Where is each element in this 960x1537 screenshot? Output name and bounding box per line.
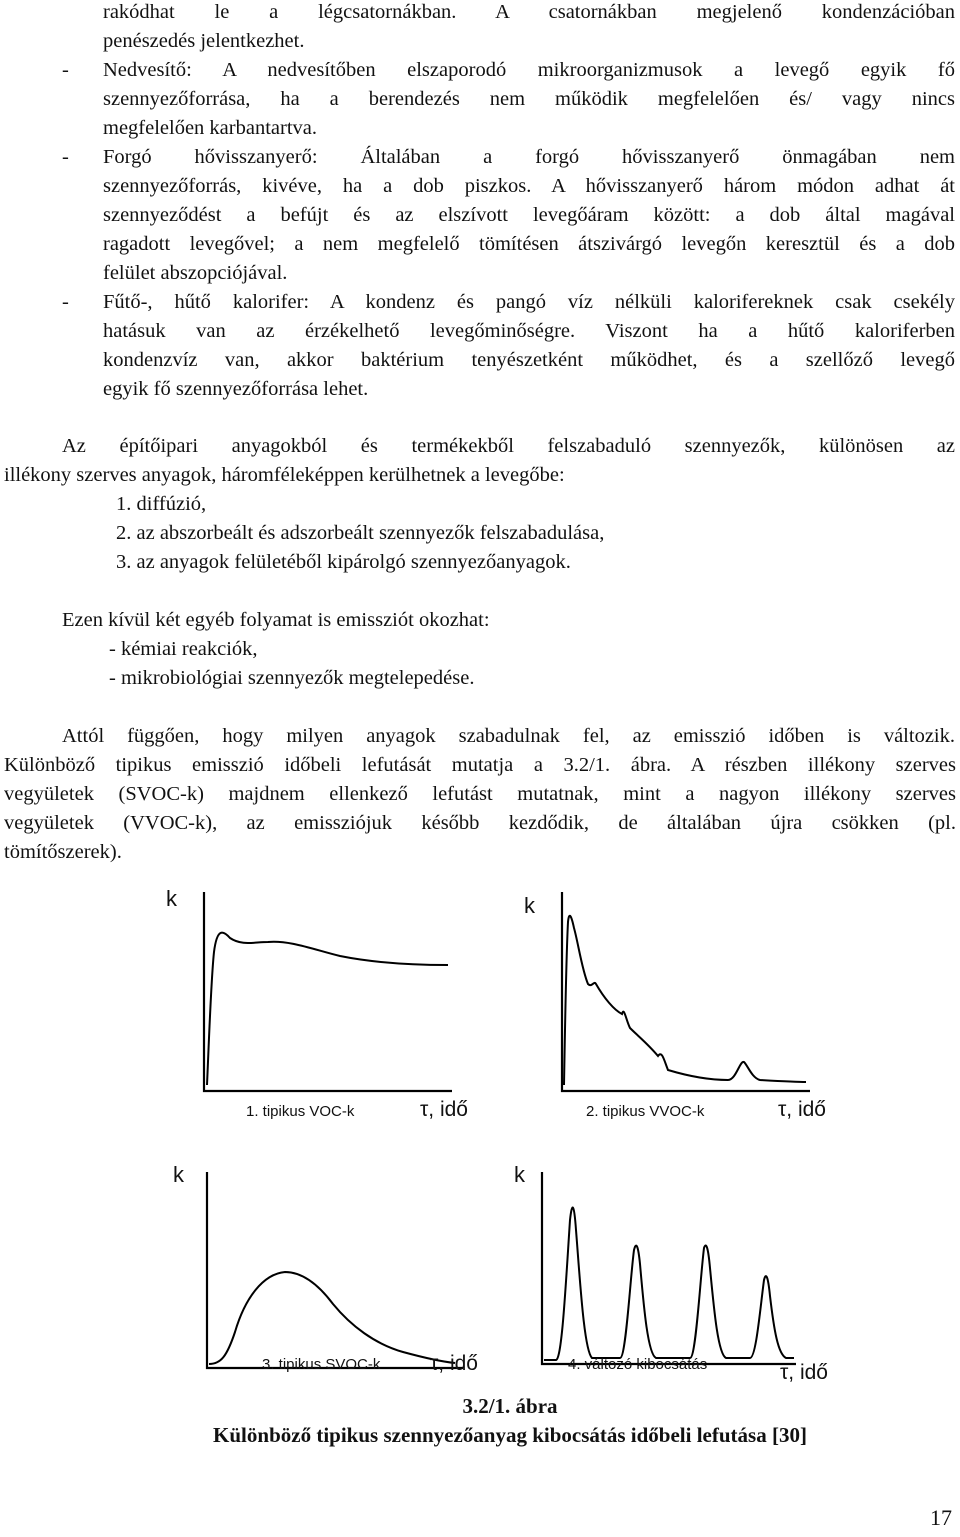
y-axis-label: k — [514, 1162, 525, 1187]
panel-caption: 1. tipikus VOC-k — [246, 1103, 355, 1120]
text-line: tömítőszerek). — [4, 841, 122, 863]
text-line: vegyületek (VVOC-k), az emissziójuk később kezdődik, de általában újra csökken (pl. — [4, 812, 956, 834]
text-line: hatásuk van az érzékelhető levegőminőségre. Viszont ha a hűtő kaloriferben — [103, 320, 955, 342]
text-line: Nedvesítő: A nedvesítőben elszaporodó mikroorganizmusok a levegő egyik fő — [103, 59, 955, 81]
text-line: szennyeződést a befújt és az elszívott levegőáram között: a dob által magával — [103, 204, 955, 226]
list-item: 1. diffúzió, — [116, 493, 207, 515]
text-line: egyik fő szennyezőforrása lehet. — [103, 378, 369, 400]
text-line: Forgó hővisszanyerő: Általában a forgó hővisszanyerő önmagában nem — [103, 146, 955, 168]
list-item: 2. az abszorbeált és adszorbeált szennyezők felszabadulása, — [116, 522, 605, 544]
figure-number: 3.2/1. ábra — [462, 1394, 558, 1418]
page-number: 17 — [930, 1505, 952, 1530]
y-axis-label: k — [173, 1162, 184, 1187]
text-line: kondenzvíz van, akkor baktérium tenyészetként működhet, és a szellőző levegő — [103, 349, 955, 371]
x-axis-label: τ, idő — [780, 1361, 828, 1384]
panel-caption: 3. tipikus SVOC-k — [262, 1356, 381, 1373]
text-line: felület abszopciójával. — [103, 262, 288, 284]
x-axis-label: τ, idő — [420, 1098, 468, 1121]
list-item: - mikrobiológiai szennyezők megtelepedése. — [109, 667, 475, 689]
text-line: Különböző tipikus emisszió időbeli lefutását mutatja a 3.2/1. ábra. A részben illékony szerves — [4, 754, 956, 776]
text-line: penészedés jelentkezhet. — [103, 30, 305, 52]
text-line: vegyületek (SVOC-k) majdnem ellenkező lefutást mutatnak, mint a nagyon illékony szerves — [4, 783, 956, 805]
panel-caption: 2. tipikus VVOC-k — [586, 1103, 705, 1120]
text-line: megfelelően karbantartva. — [103, 117, 317, 139]
bullet-dash: - — [62, 291, 69, 313]
chart-voc — [190, 880, 490, 1110]
text-line: illékony szerves anyagok, háromféleképpen kerülhetnek a levegőbe: — [4, 464, 565, 486]
list-item: 3. az anyagok felületéből kipárolgó szennyezőanyagok. — [116, 551, 571, 573]
text-line: Fűtő-, hűtő kalorifer: A kondenz és pangó víz nélküli kalorifereknek csak csekély — [103, 291, 955, 313]
text-line: Az építőipari anyagokból és termékekből felszabaduló szennyezők, különösen az — [62, 435, 955, 457]
x-axis-label: τ, idő — [778, 1098, 826, 1121]
list-item: - kémiai reakciók, — [109, 638, 258, 660]
bullet-dash: - — [62, 59, 69, 81]
bullet-dash: - — [62, 146, 69, 168]
text-line: szennyezőforrás, kivéve, ha a dob piszkos. A hővisszanyerő három módon adhat át — [103, 175, 955, 197]
chart-vvoc — [548, 880, 848, 1110]
text-line: rakódhat le a légcsatornákban. A csatornákban megjelenő kondenzációban — [103, 1, 955, 23]
panel-caption: 4. változó kibocsátás — [568, 1356, 708, 1373]
figure-title: Különböző tipikus szennyezőanyag kibocsátás időbeli lefutása [30] — [213, 1423, 807, 1447]
text-line: Attól függően, hogy milyen anyagok szabadulnak fel, az emisszió időben is változik. — [62, 725, 955, 747]
text-line: ragadott levegővel; a nem megfelelő tömítésen átszivárgó levegőn keresztül és a dob — [103, 233, 955, 255]
text-line: szennyezőforrása, ha a berendezés nem működik megfelelően és/ vagy nincs — [103, 88, 955, 110]
y-axis-label: k — [524, 893, 535, 918]
x-axis-label: τ, idő — [430, 1352, 478, 1375]
y-axis-label: k — [166, 886, 177, 911]
text-line: Ezen kívül két egyéb folyamat is emissziót okozhat: — [62, 609, 490, 631]
